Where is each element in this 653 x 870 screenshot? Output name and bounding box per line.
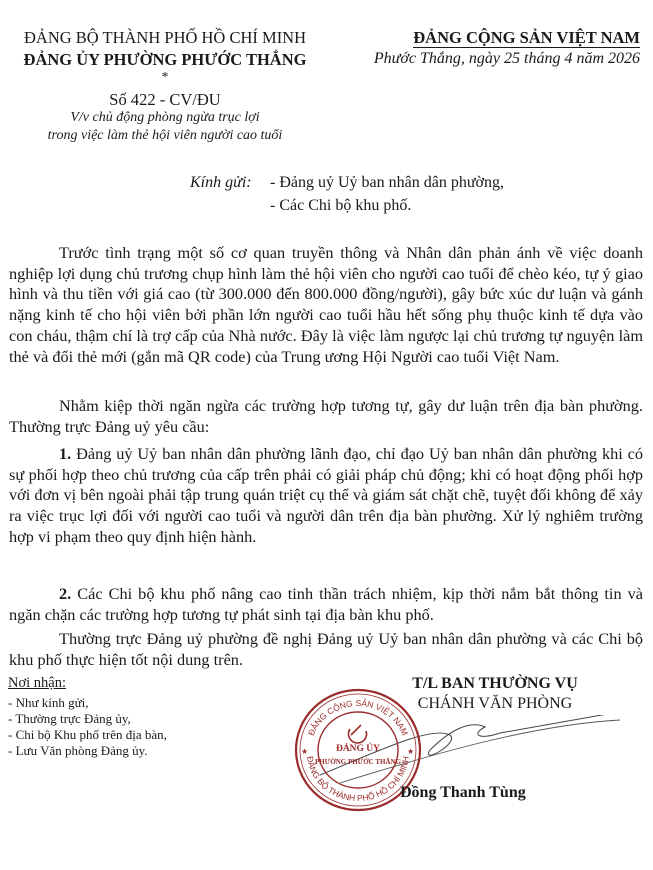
recipient-item: - Đảng uỷ Uỷ ban nhân dân phường, [270,174,504,191]
org-parent: ĐẢNG BỘ THÀNH PHỐ HỒ CHÍ MINH [23,28,307,47]
body-paragraph: Thường trực Đảng uỷ phường đề nghị Đảng uỷ Uỷ ban nhân dân phường và các Chi bộ khu phố thực hiện tốt nội dung trên. [9,629,643,669]
body-item-1: 1. Đảng uỷ Uỷ ban nhân dân phường lãnh đạo, chỉ đạo Uỷ ban nhân dân phường khi có sự phối hợp theo chủ trương của cấp trên phải có giải pháp chủ động; khi có hoạt động phối hợp với đơn vị bên ngoài phải tập trung quán triệt cụ thể và giám sát chặt chẽ, tuyệt đối không để xảy ra việc trục lợi đối với người cao tuổi và người dân trên địa bàn phường. Xử lý nghiêm trường hợp vi phạm theo quy định hiện hành. [9,444,643,546]
subject-line-1: V/v chủ động phòng ngừa trục lợi [70,110,260,125]
document-date: Phước Thắng, ngày 25 tháng 4 năm 2026 [373,50,640,67]
star-divider: * [161,70,169,85]
svg-text:PHƯỜNG PHƯỚC THẮNG: PHƯỜNG PHƯỚC THẮNG [314,758,402,766]
body-paragraph: Trước tình trạng một số cơ quan truyền thông và Nhân dân phản ánh về việc doanh nghiệp lợi dụng chủ trương chụp hình làm thẻ hội viên cho người cao tuổi để chèo kéo, tự ý giao hình và thu tiền với giá cao (từ 300.000 đến 800.000 đồng/người), gây bức xúc dư luận và gánh nặng kinh tế cho hội viên bởi phần lớn người cao tuổi hầu hết sống phụ thuộc kinh tế dựa vào con cháu, thậm chí là trợ cấp của Nhà nước. Đây là việc làm ngược lại chủ trương tự nguyện làm thẻ và đổi thẻ mới (gắn mã QR code) của Trung ương Hội Người cao tuổi Việt Nam. [9,243,643,366]
distribution-item: - Như kính gửi, [8,695,89,710]
party-title: ĐẢNG CỘNG SẢN VIỆT NAM [413,28,640,47]
body-item-2: 2. Các Chi bộ khu phố nâng cao tinh thần trách nhiệm, kịp thời nắm bắt thông tin và ngăn chặn các trường hợp tương tự phát sinh tại địa bàn khu phố. [9,584,643,624]
subject-line-2: trong việc làm thẻ hội viên người cao tuổi [47,128,283,143]
svg-text:ĐẢNG ỦY: ĐẢNG ỦY [335,744,381,754]
distribution-title: Nơi nhận: [8,675,67,691]
hammer-sickle-icon [349,725,367,743]
body-paragraph: Nhằm kiệp thời ngăn ngừa các trường hợp tương tự, gây dư luận trên địa bàn phường. Thường trực Đảng uỷ yêu cầu: [9,396,643,436]
signer-name: Đồng Thanh Tùng [400,784,526,801]
svg-text:ĐẢNG CỘNG SẢN VIỆT NAM: ĐẢNG CỘNG SẢN VIỆT NAM [305,697,411,738]
recipient-item: - Các Chi bộ khu phố. [270,197,412,214]
svg-text:★: ★ [301,747,309,756]
signature-title: T/L BAN THƯỜNG VỤ [412,675,578,692]
distribution-item: - Chi bộ Khu phố trên địa bàn, [8,727,167,742]
signature-position: CHÁNH VĂN PHÒNG [417,695,573,712]
org-name: ĐẢNG ỦY PHƯỜNG PHƯỚC THẮNG [23,50,307,69]
svg-text:★: ★ [407,747,415,756]
recipients-label: Kính gửi: [190,174,252,191]
document-number: Số 422 - CV/ĐU [109,90,221,109]
distribution-item: - Thường trực Đảng ủy, [8,711,131,726]
distribution-item: - Lưu Văn phòng Đảng ủy. [8,743,148,758]
svg-text:ĐẢNG BỘ THÀNH PHỐ HỒ CHÍ MINH: ĐẢNG BỘ THÀNH PHỐ HỒ CHÍ MINH [305,755,411,804]
